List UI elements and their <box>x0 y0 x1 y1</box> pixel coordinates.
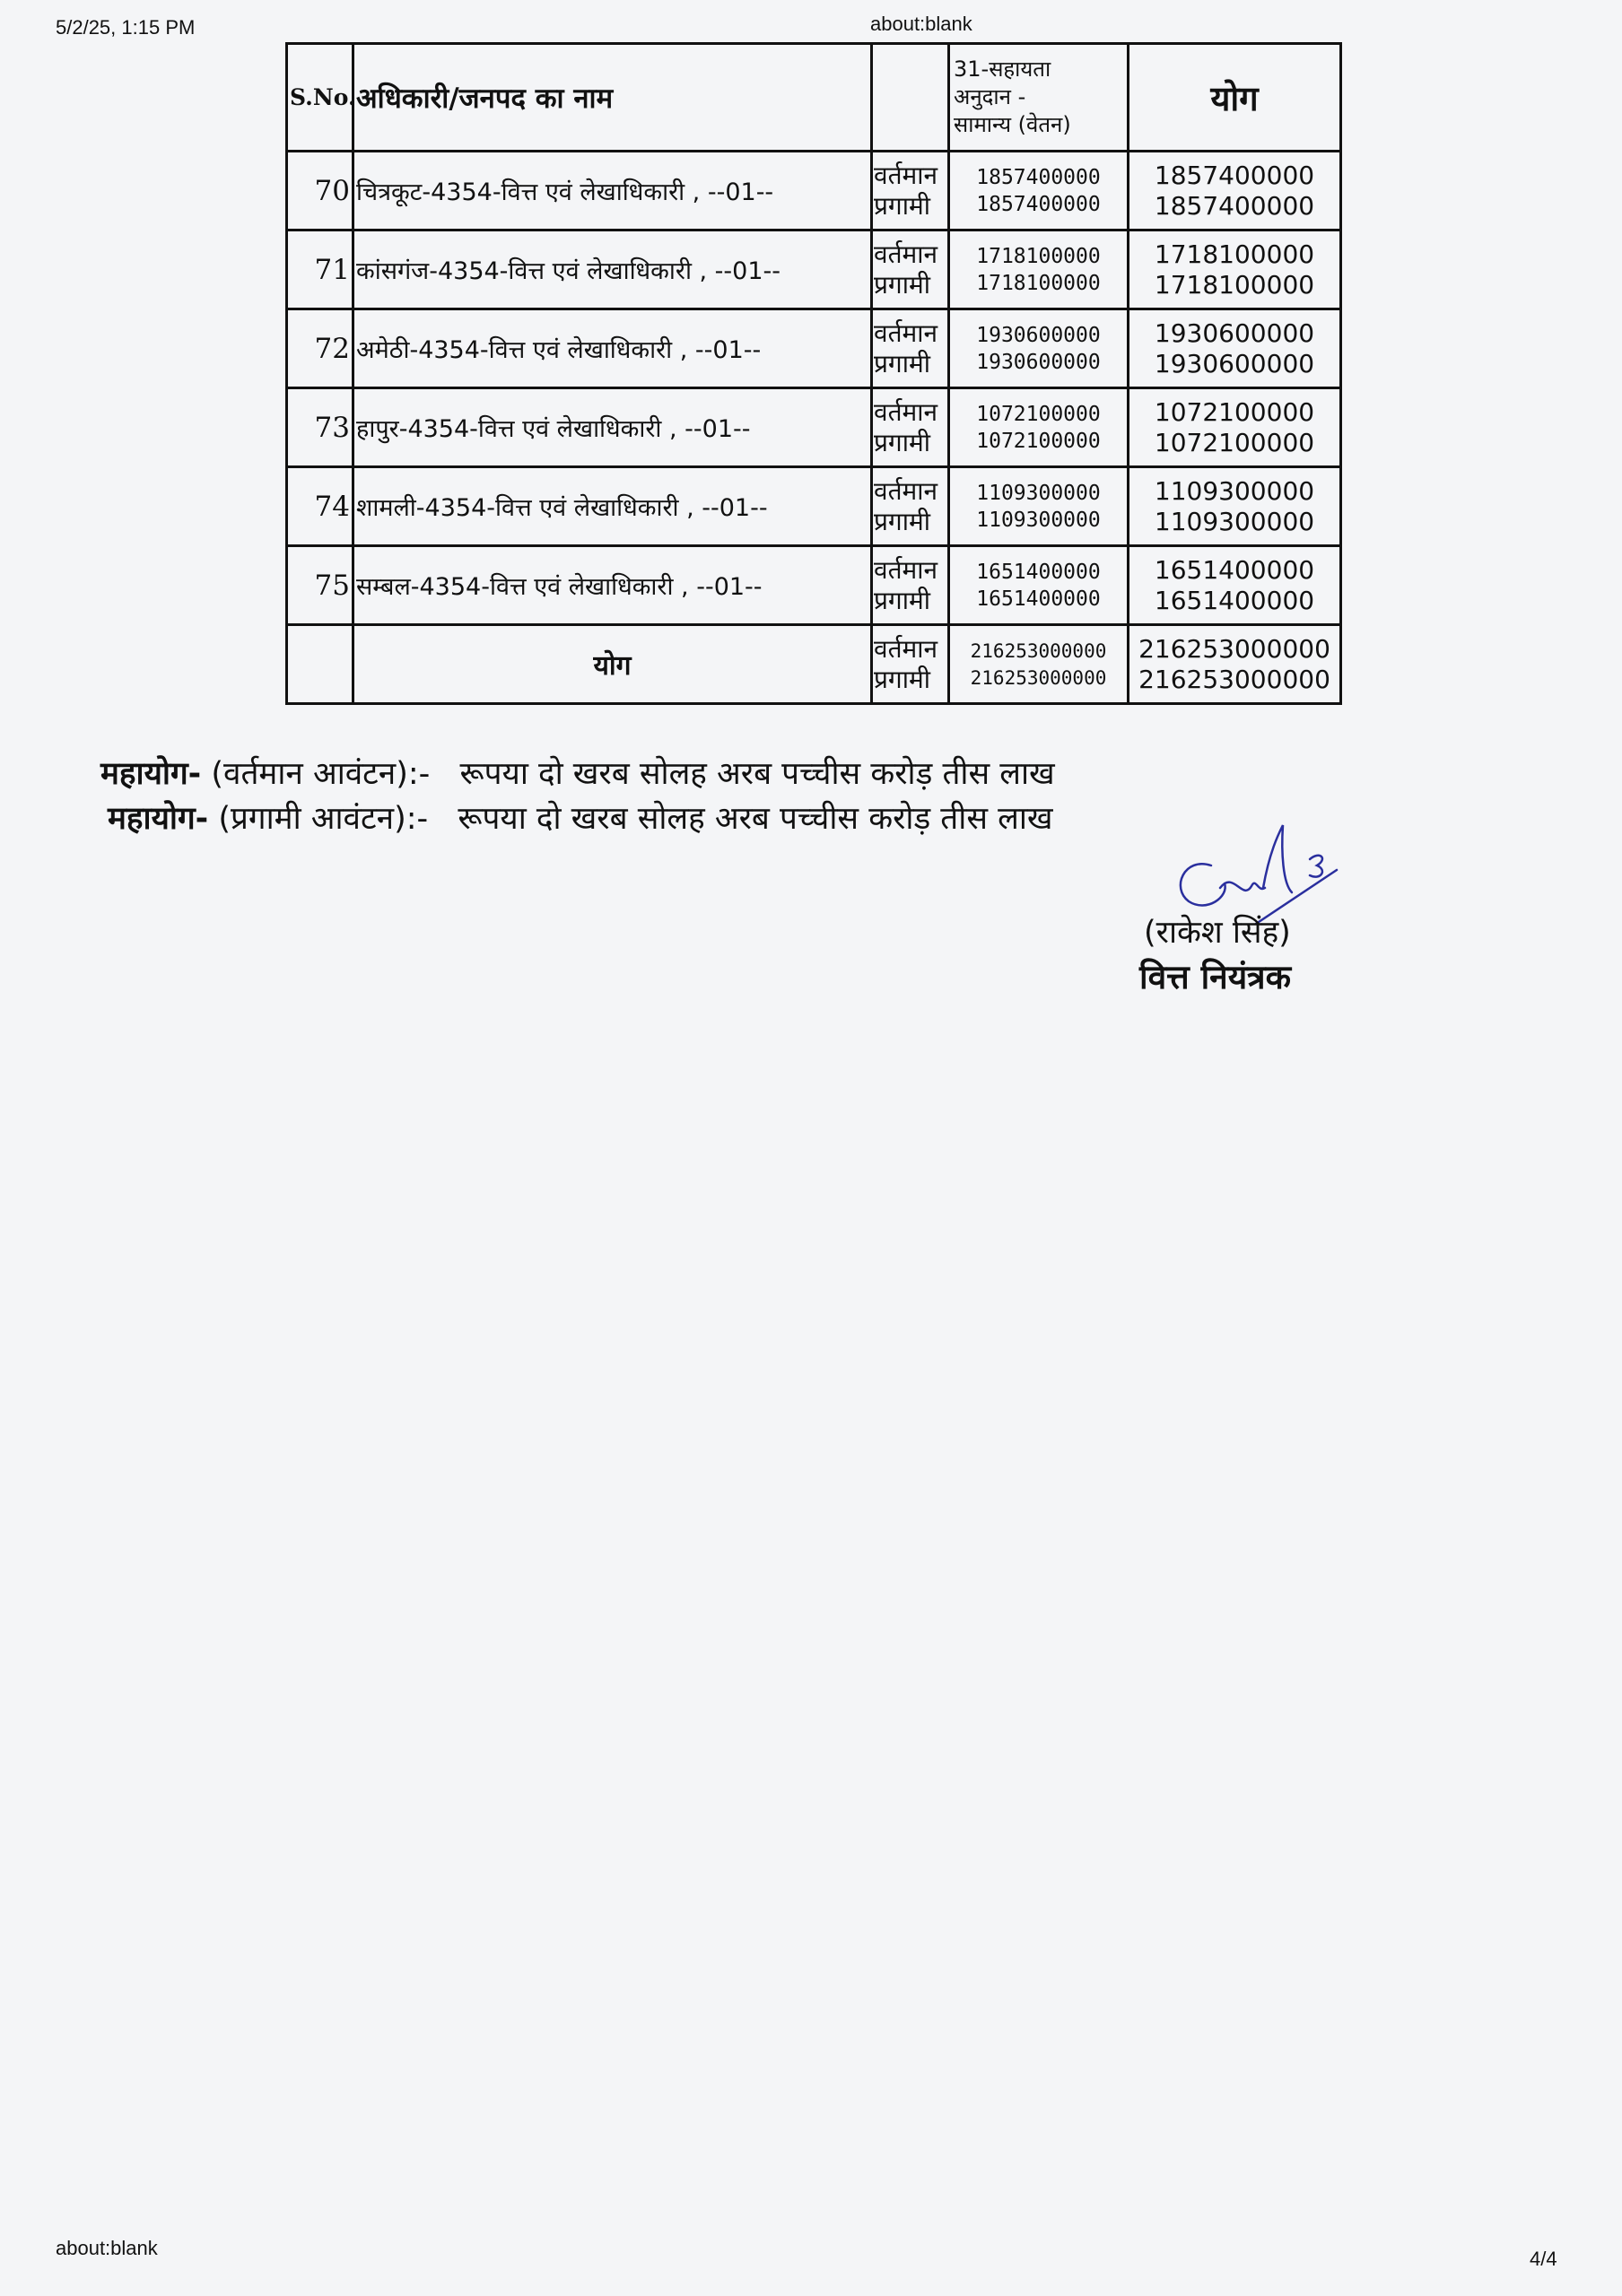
amount-next: 1651400000 <box>976 587 1101 611</box>
amount-current: 1651400000 <box>976 560 1101 584</box>
row-kind <box>872 152 949 230</box>
row-sum <box>1129 388 1341 467</box>
amount-next: 1857400000 <box>976 192 1101 216</box>
row-name: हापुर-4354-वित्त एवं लेखाधिकारी , --01-- <box>353 388 872 467</box>
kind-next: प्रगामी <box>874 585 930 615</box>
table-row <box>287 230 1341 309</box>
allocation-table <box>285 42 1342 705</box>
header-kind <box>872 44 949 152</box>
row-sno: 71 <box>287 230 353 309</box>
kind-current: वर्तमान <box>874 633 938 664</box>
amount-current: 1072100000 <box>976 402 1101 426</box>
row-sum <box>1129 152 1341 230</box>
row-sno: 72 <box>287 309 353 388</box>
print-datetime: 5/2/25, 1:15 PM <box>56 16 196 39</box>
row-name: अमेठी-4354-वित्त एवं लेखाधिकारी , --01-- <box>353 309 872 388</box>
grand-total-allocation: (प्रगामी आवंटन):- <box>218 801 429 837</box>
kind-next: प्रगामी <box>874 664 930 694</box>
sum-current: 1109300000 <box>1154 475 1315 506</box>
grand-total-label: महायोग- <box>108 801 209 837</box>
print-url-footer: about:blank <box>56 2237 158 2259</box>
kind-next: प्रगामी <box>874 348 930 378</box>
total-kind <box>872 625 949 704</box>
sum-current: 1857400000 <box>1154 160 1315 190</box>
header-amount-line: 31-सहायता <box>954 57 1051 82</box>
table-row <box>287 152 1341 230</box>
kind-next: प्रगामी <box>874 506 930 536</box>
sum-next: 1718100000 <box>1154 269 1315 300</box>
amount-next: 1109300000 <box>976 508 1101 532</box>
sum-current: 1651400000 <box>1154 554 1315 585</box>
kind-current: वर्तमान <box>874 160 938 190</box>
row-amount <box>949 546 1129 625</box>
signature-mark <box>1157 816 1355 924</box>
grand-total-allocation: (वर्तमान आवंटन):- <box>211 756 431 792</box>
sum-next: 1072100000 <box>1154 427 1315 457</box>
row-kind <box>872 388 949 467</box>
table-row <box>287 388 1341 467</box>
row-kind <box>872 467 949 546</box>
amount-current: 1857400000 <box>976 165 1101 189</box>
row-sno: 70 <box>287 152 353 230</box>
total-label: योग <box>353 625 872 704</box>
header-amount <box>949 44 1129 152</box>
header-amount-line: सामान्य (वेतन) <box>954 112 1071 137</box>
sum-next: 1109300000 <box>1154 506 1315 536</box>
table-header-row <box>287 44 1341 152</box>
print-url-header: about:blank <box>870 13 972 35</box>
table-row <box>287 467 1341 546</box>
amount-next: 1930600000 <box>976 350 1101 374</box>
amount-current: 1930600000 <box>976 323 1101 347</box>
grand-total-current <box>100 752 1055 794</box>
header-sno: S.No. <box>287 44 353 152</box>
table-row <box>287 309 1341 388</box>
total-sno-empty <box>287 625 353 704</box>
signatory-title: वित्त नियंत्रक <box>1139 958 1292 996</box>
kind-current: वर्तमान <box>874 239 938 269</box>
grand-total-label: महायोग- <box>100 756 202 792</box>
kind-current: वर्तमान <box>874 317 938 348</box>
kind-current: वर्तमान <box>874 475 938 506</box>
amount-current: 1718100000 <box>976 244 1101 268</box>
row-amount <box>949 388 1129 467</box>
amount-next: 216253000000 <box>970 666 1107 689</box>
amount-next: 1718100000 <box>976 271 1101 295</box>
sum-next: 1857400000 <box>1154 190 1315 221</box>
kind-next: प्रगामी <box>874 190 930 221</box>
kind-next: प्रगामी <box>874 427 930 457</box>
amount-current: 1109300000 <box>976 481 1101 505</box>
row-amount <box>949 152 1129 230</box>
signatory-name: (राकेश सिंह) <box>1144 915 1291 951</box>
header-name: अधिकारी/जनपद का नाम <box>353 44 872 152</box>
total-sum <box>1129 625 1341 704</box>
total-row <box>287 625 1341 704</box>
grand-total-next <box>108 796 1053 839</box>
row-amount <box>949 467 1129 546</box>
table-row <box>287 546 1341 625</box>
row-sum <box>1129 546 1341 625</box>
sum-current: 1718100000 <box>1154 239 1315 269</box>
sum-next: 216253000000 <box>1138 664 1330 694</box>
row-sum <box>1129 309 1341 388</box>
row-name: चित्रकूट-4354-वित्त एवं लेखाधिकारी , --01-- <box>353 152 872 230</box>
print-page-number: 4/4 <box>1530 2248 1557 2270</box>
header-amount-line: अनुदान - <box>954 84 1026 109</box>
header-sum: योग <box>1129 44 1341 152</box>
sum-current: 1072100000 <box>1154 396 1315 427</box>
sum-next: 1930600000 <box>1154 348 1315 378</box>
grand-total-words: रूपया दो खरब सोलह अरब पच्चीस करोड़ तीस लाख <box>458 801 1053 837</box>
amount-current: 216253000000 <box>970 639 1107 662</box>
row-name: सम्बल-4354-वित्त एवं लेखाधिकारी , --01-- <box>353 546 872 625</box>
row-sno: 73 <box>287 388 353 467</box>
row-amount <box>949 309 1129 388</box>
row-sum <box>1129 467 1341 546</box>
row-kind <box>872 309 949 388</box>
row-sno: 74 <box>287 467 353 546</box>
kind-next: प्रगामी <box>874 269 930 300</box>
row-name: शामली-4354-वित्त एवं लेखाधिकारी , --01-- <box>353 467 872 546</box>
amount-next: 1072100000 <box>976 429 1101 453</box>
row-amount <box>949 230 1129 309</box>
sum-next: 1651400000 <box>1154 585 1315 615</box>
sum-current: 1930600000 <box>1154 317 1315 348</box>
grand-total-words: रूपया दो खरब सोलह अरब पच्चीस करोड़ तीस लाख <box>459 756 1055 792</box>
row-name: कांसगंज-4354-वित्त एवं लेखाधिकारी , --01-- <box>353 230 872 309</box>
kind-current: वर्तमान <box>874 396 938 427</box>
kind-current: वर्तमान <box>874 554 938 585</box>
row-kind <box>872 230 949 309</box>
total-amount <box>949 625 1129 704</box>
sum-current: 216253000000 <box>1138 633 1330 664</box>
row-sno: 75 <box>287 546 353 625</box>
row-sum <box>1129 230 1341 309</box>
row-kind <box>872 546 949 625</box>
